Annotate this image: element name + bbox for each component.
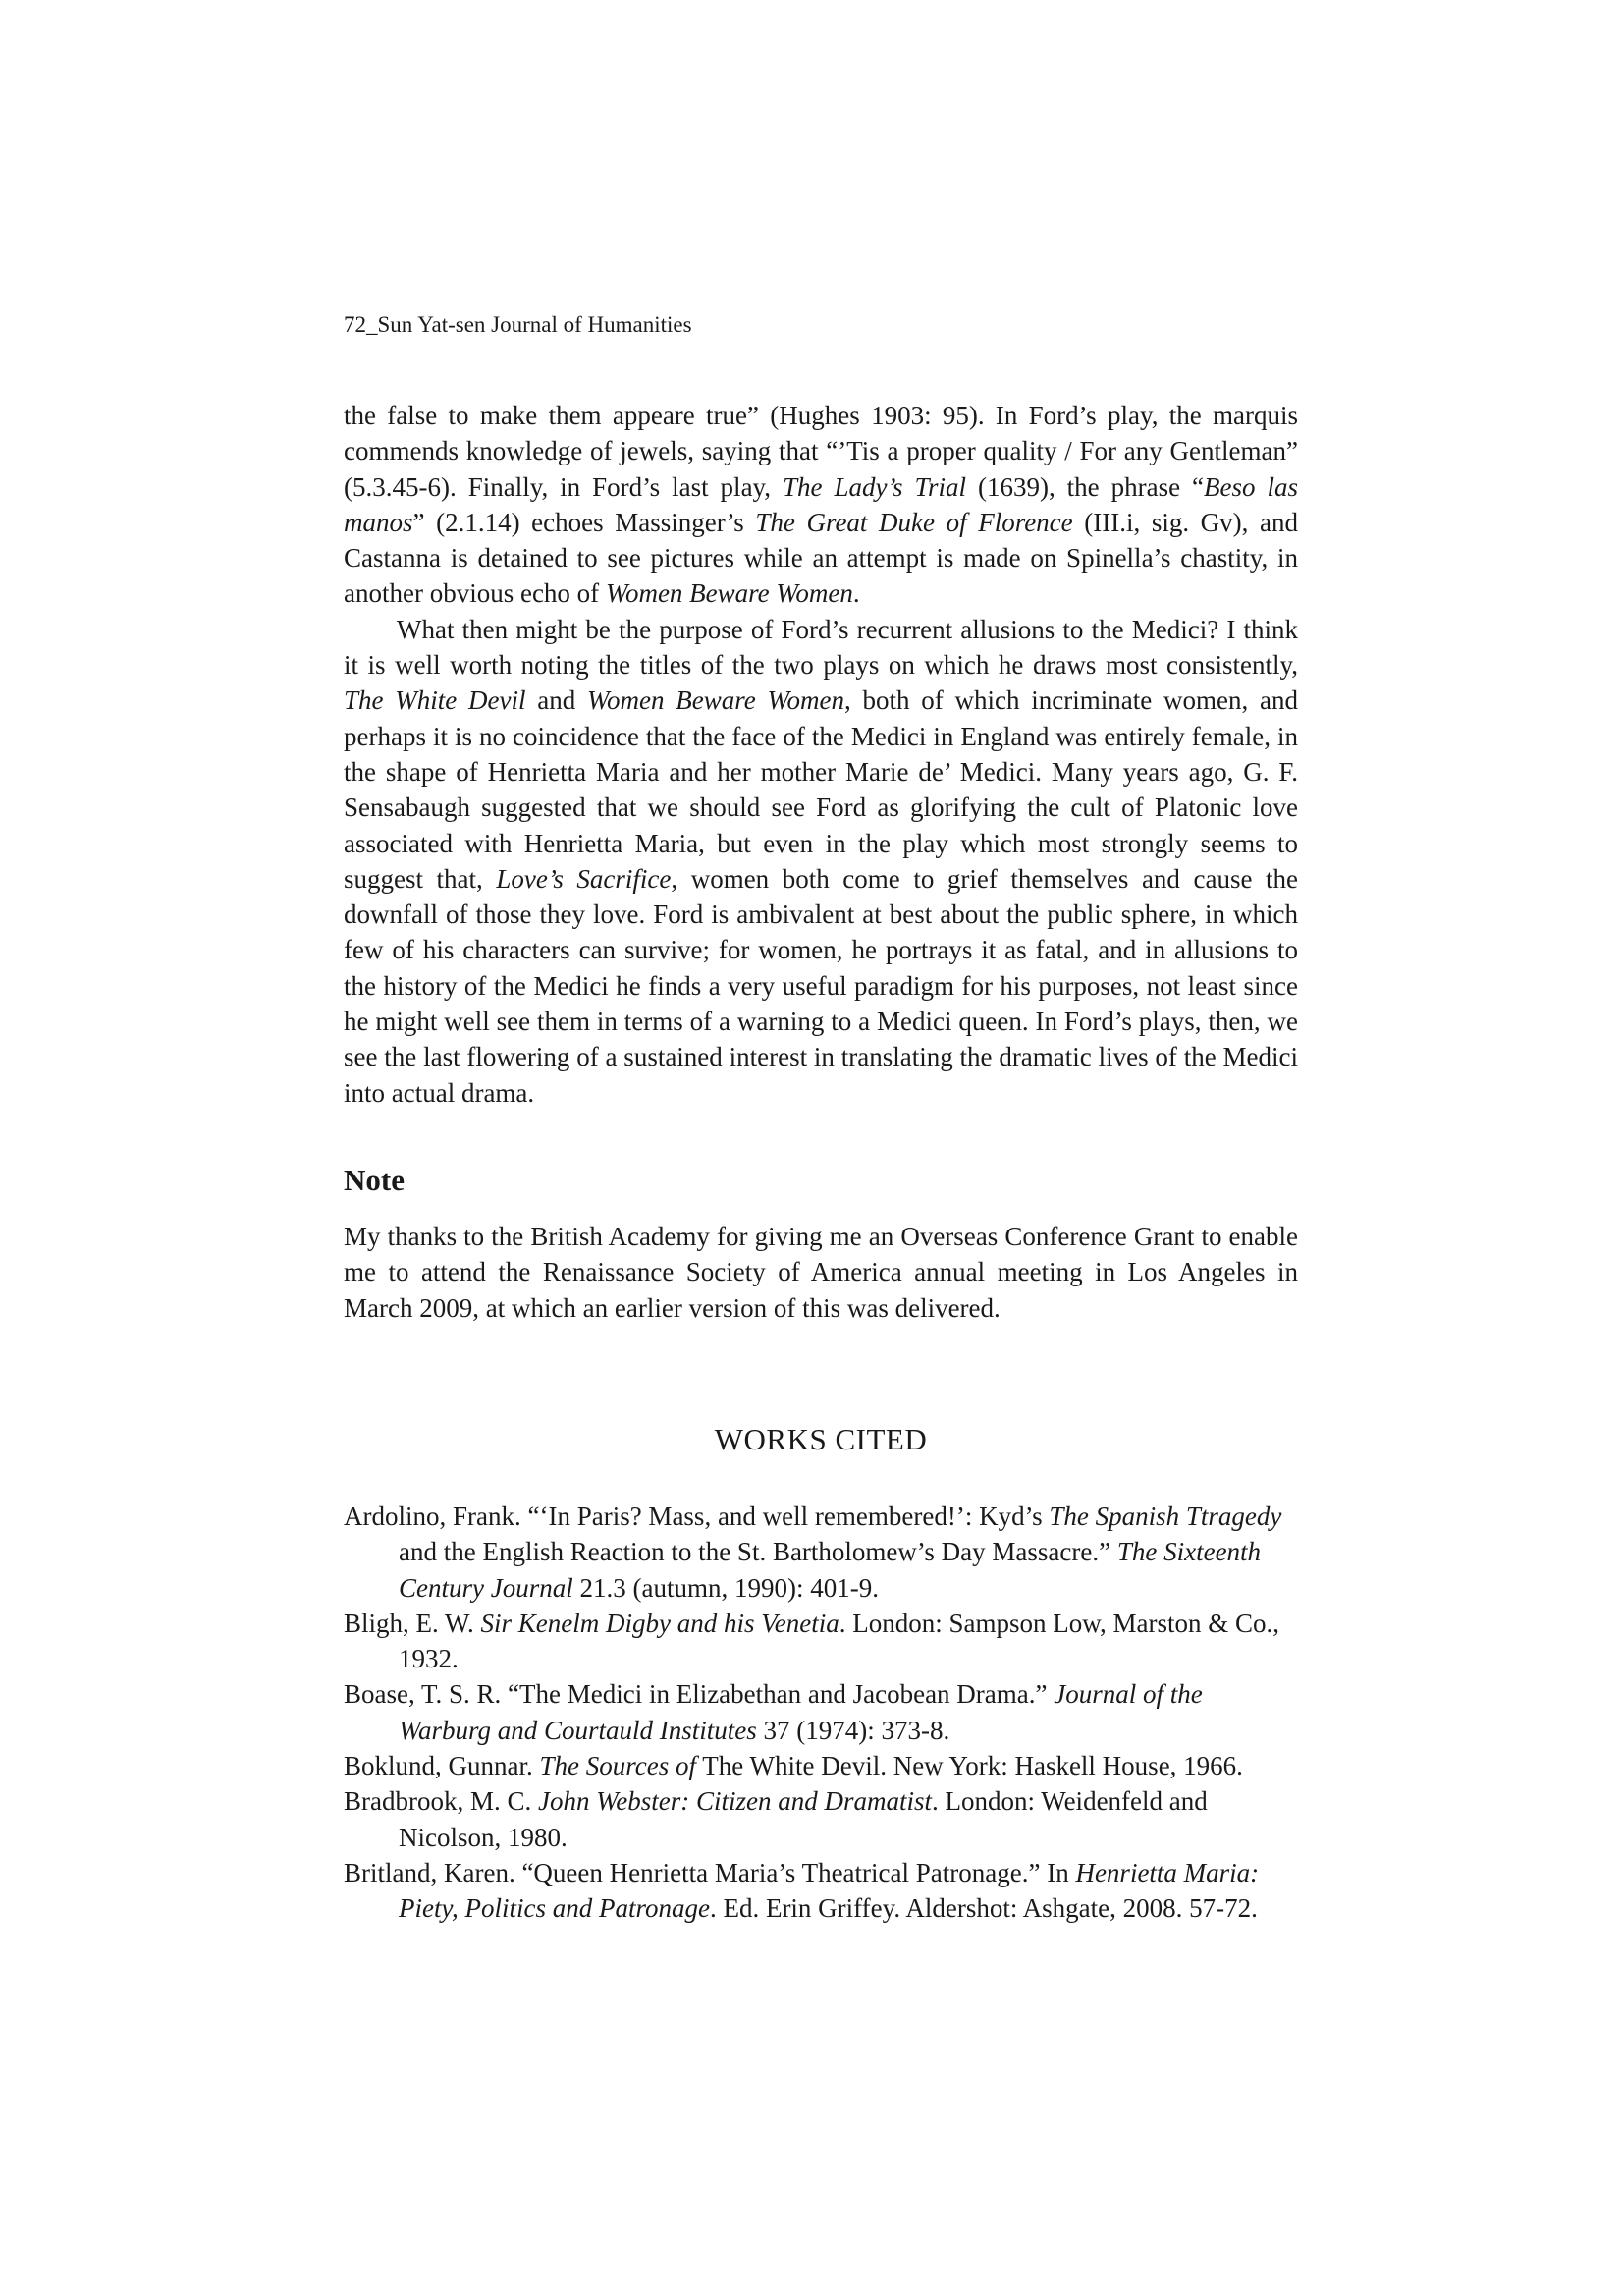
quoted-phrase: Beso las manos <box>344 471 1299 537</box>
play-title: Love’s Sacrifice <box>496 863 672 894</box>
play-title: The Great Duke of Florence <box>755 507 1073 537</box>
cited-title: The Spanish Ttragedy <box>1049 1502 1282 1531</box>
cited-journal: The Sixteenth Century Journal <box>399 1537 1262 1603</box>
text-run: . <box>852 578 860 609</box>
works-cited-list <box>344 1499 1298 1927</box>
body-paragraph-2 <box>344 612 1298 1111</box>
text-run: (III.i, sig. Gv), and Castanna is detained to see pictures while an attempt is made on Spinella’s chastity, in another obvious echo of <box>344 507 1299 609</box>
body-paragraph-1 <box>344 398 1298 612</box>
play-title: The Lady’s Trial <box>783 471 967 502</box>
cited-title: Sir Kenelm Digby and his Venetia <box>480 1608 839 1638</box>
citation-entry: Bligh, E. W. Sir Kenelm Digby and his Venetia. London: Sampson Low, Marston & Co., 1932. <box>344 1608 1279 1674</box>
text-run: , both of which incriminate women, and perhaps it is no coincidence that the face of the Medici in England was entirely female, in the shape of Henrietta Maria and her mother Marie de’ Medici. Many years ago, G. F. Sensabaugh suggested that we should see Ford as glorifying the cult of Platonic love associated with Henrietta Maria, but even in the play which most strongly seems to suggest that, <box>344 685 1298 894</box>
cited-title: The Sources of <box>539 1751 696 1781</box>
play-title: Women Beware Women <box>587 685 844 716</box>
note-heading: Note <box>344 1163 405 1197</box>
note-text: My thanks to the British Academy for giving me an Overseas Conference Grant to enable me to attend the Renaissance Society of America annual meeting in Los Angeles in March 2009, at which an earlier version of this was delivered. <box>344 1222 1298 1323</box>
running-head: 72_Sun Yat-sen Journal of Humanities <box>344 312 692 337</box>
text-run: ” (2.1.14) echoes Massinger’s <box>412 507 756 537</box>
citation-entry: Boase, T. S. R. “The Medici in Elizabethan and Jacobean Drama.” Journal of the Warburg and Courtauld Institutes 37 (1974): 373-8. <box>344 1679 1203 1745</box>
text-run: (1639), the phrase “ <box>966 471 1205 502</box>
play-title: The White Devil <box>344 685 526 716</box>
text-run: the false to make them appeare true” (Hughes 1903: 95). In Ford’s play, the marquis commends knowledge of jewels, saying that “’Tis a proper quality / For any Gentleman” (5.3.45-6). Finally, in Ford’s last play, <box>344 401 1298 502</box>
works-cited-heading: WORKS CITED <box>714 1422 928 1456</box>
text-run: , women both come to grief themselves and cause the downfall of those they love. Ford is ambivalent at best about the public sphere, in which few of his characters can survive; for women, he portrays it as fatal, and in allusions to the history of the Medici he finds a very useful paradigm for his purposes, not least since he might well see them in terms of a warning to a Medici queen. In Ford’s plays, then, we see the last flowering of a sustained interest in translating the dramatic lives of the Medici into actual drama. <box>344 863 1298 1108</box>
body-text <box>344 398 1298 1111</box>
play-title: Women Beware Women <box>605 578 853 609</box>
cited-journal: Journal of the Warburg and Courtauld Institutes <box>399 1679 1203 1745</box>
citation-entry: Boklund, Gunnar. The Sources of The White Devil. New York: Haskell House, 1966. <box>344 1751 1243 1781</box>
note-section <box>344 1219 1298 1326</box>
citation-entry: Ardolino, Frank. “‘In Paris? Mass, and well remembered!’: Kyd’s The Spanish Ttragedy and the English Reaction to the St. Bartholomew’s Day Massacre.” The Sixteenth Century Journal 21.3 (autumn, 1990): 401-9. <box>344 1502 1282 1603</box>
cited-title: Henrietta Maria: Piety, Politics and Patronage <box>399 1857 1260 1924</box>
text-run: What then might be the purpose of Ford’s recurrent allusions to the Medici? I think it is well worth noting the titles of the two plays on which he draws most consistently, <box>344 614 1298 681</box>
citation-entry: Britland, Karen. “Queen Henrietta Maria’s Theatrical Patronage.” In Henrietta Maria: Piety, Politics and Patronage. Ed. Erin Griffey. Aldershot: Ashgate, 2008. 57-72. <box>344 1857 1260 1924</box>
cited-title: John Webster: Citizen and Dramatist <box>538 1786 932 1817</box>
citation-entry: Bradbrook, M. C. John Webster: Citizen and Dramatist. London: Weidenfeld and Nicolson, 1980. <box>344 1786 1208 1852</box>
text-run: and <box>525 685 587 716</box>
